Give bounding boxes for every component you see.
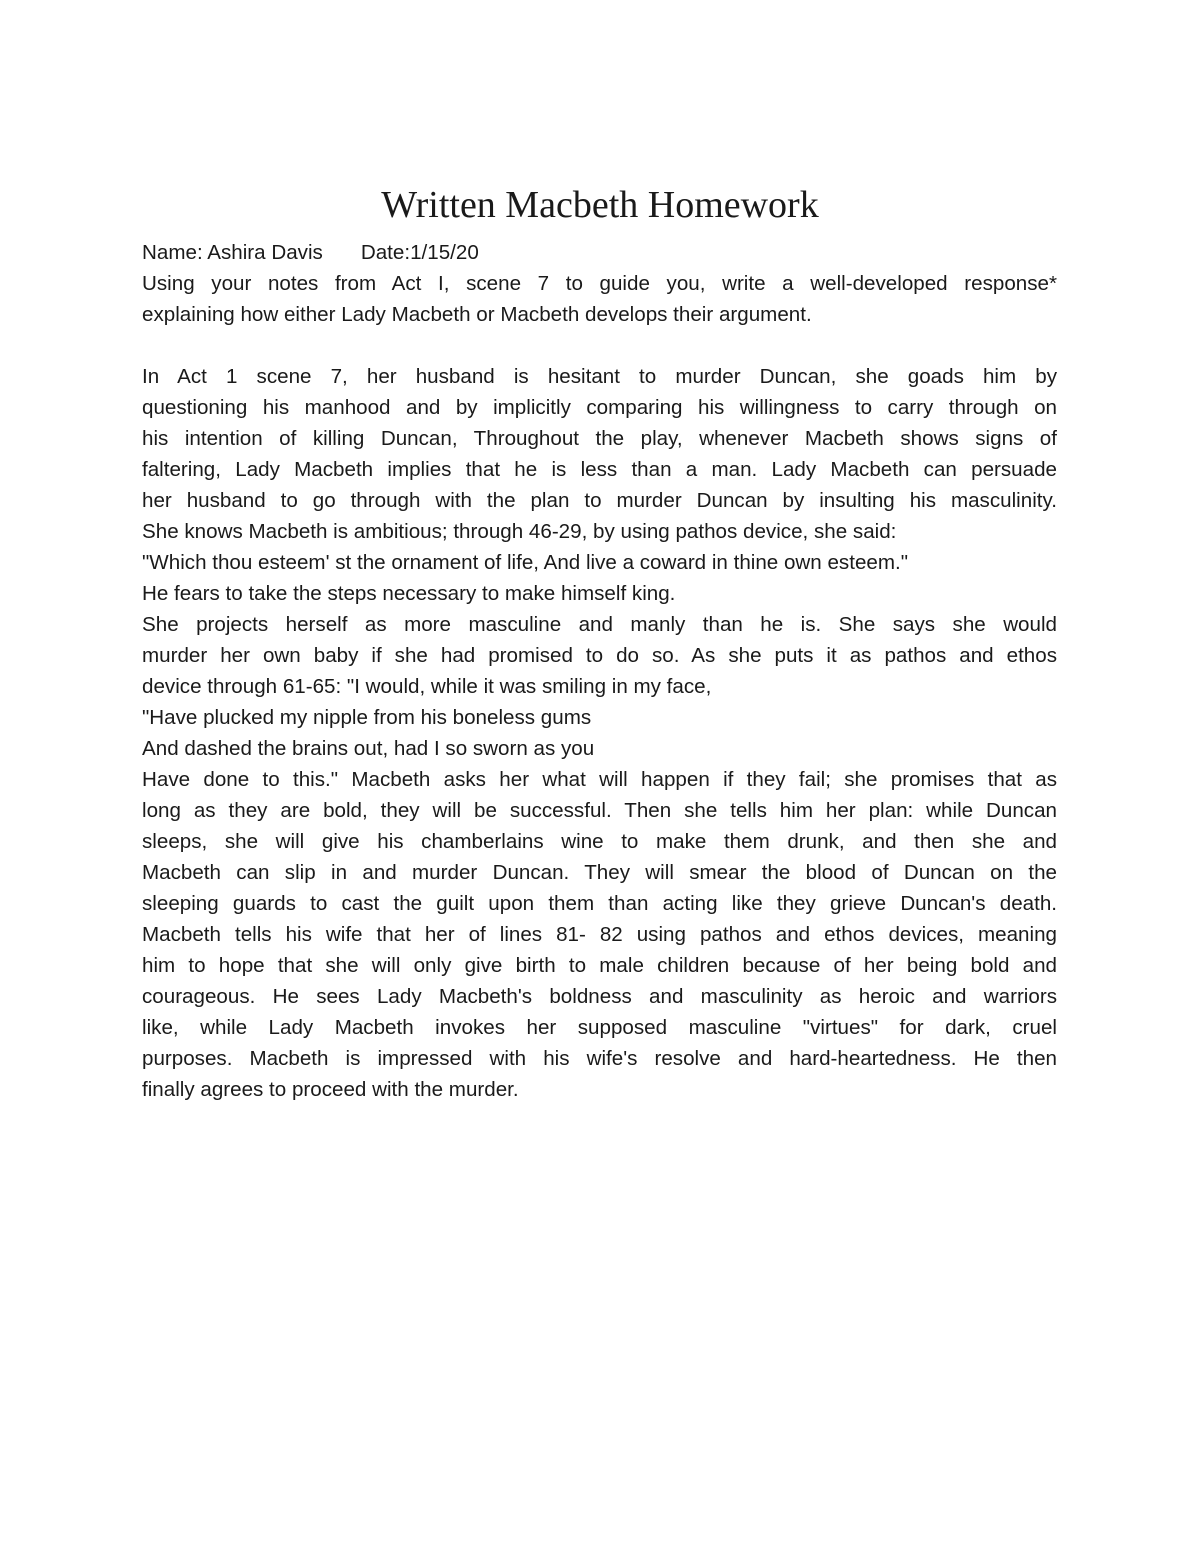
essay-line: purposes. Macbeth is impressed with his wife's resolve and hard-heartedness. He then <box>142 1047 1057 1070</box>
essay-line: his intention of killing Duncan, Throughout the play, whenever Macbeth shows signs of <box>142 427 1057 450</box>
essay-line: In Act 1 scene 7, her husband is hesitant to murder Duncan, she goads him by <box>142 365 1057 388</box>
essay-line: He fears to take the steps necessary to make himself king. <box>142 582 676 605</box>
essay-line: sleeping guards to cast the guilt upon them than acting like they grieve Duncan's death. <box>142 892 1057 915</box>
essay-line: like, while Lady Macbeth invokes her supposed masculine "virtues" for dark, cruel <box>142 1016 1057 1039</box>
name-label: Name <box>142 241 197 264</box>
name-date-line <box>142 237 1057 268</box>
document-body <box>142 237 1057 1105</box>
essay-line: finally agrees to proceed with the murder. <box>142 1078 519 1101</box>
essay-line: And dashed the brains out, had I so sworn as you <box>142 737 595 760</box>
essay-line: her husband to go through with the plan to murder Duncan by insulting his masculinity. <box>142 489 1057 512</box>
essay-line: him to hope that she will only give birth to male children because of her being bold and <box>142 954 1057 977</box>
essay-line: long as they are bold, they will be successful. Then she tells him her plan: while Duncan <box>142 799 1057 822</box>
prompt-line: explaining how either Lady Macbeth or Macbeth develops their argument. <box>142 303 812 326</box>
essay-line: faltering, Lady Macbeth implies that he is less than a man. Lady Macbeth can persuade <box>142 458 1057 481</box>
prompt-line: Using your notes from Act I, scene 7 to guide you, write a well-developed response* <box>142 272 1057 295</box>
essay-line: courageous. He sees Lady Macbeth's boldness and masculinity as heroic and warriors <box>142 985 1057 1008</box>
paragraph-spacer <box>142 330 1057 361</box>
essay-line: "Which thou esteem' st the ornament of life, And live a coward in thine own esteem." <box>142 551 909 574</box>
essay-line: Macbeth can slip in and murder Duncan. They will smear the blood of Duncan on the <box>142 861 1057 884</box>
document-title: Written Macbeth Homework <box>381 184 819 226</box>
date-text: Date:1/15/20 <box>360 241 479 264</box>
essay-line: sleeps, she will give his chamberlains wine to make them drunk, and then she and <box>142 830 1057 853</box>
name-value: : Ashira Davis <box>196 241 323 264</box>
essay-line: Have done to this." Macbeth asks her what will happen if they fail; she promises that as <box>142 768 1057 791</box>
essay-line: questioning his manhood and by implicitly comparing his willingness to carry through on <box>142 396 1057 419</box>
essay-line: "Have plucked my nipple from his boneless gums <box>142 706 592 729</box>
essay-line: She projects herself as more masculine and manly than he is. She says she would <box>142 613 1057 636</box>
essay-line: device through 61-65: "I would, while it was smiling in my face, <box>142 675 712 698</box>
essay-line: She knows Macbeth is ambitious; through 46-29, by using pathos device, she said: <box>142 520 897 543</box>
essay-line: murder her own baby if she had promised to do so. As she puts it as pathos and ethos <box>142 644 1057 667</box>
essay-line: Macbeth tells his wife that her of lines 81- 82 using pathos and ethos devices, meaning <box>142 923 1057 946</box>
